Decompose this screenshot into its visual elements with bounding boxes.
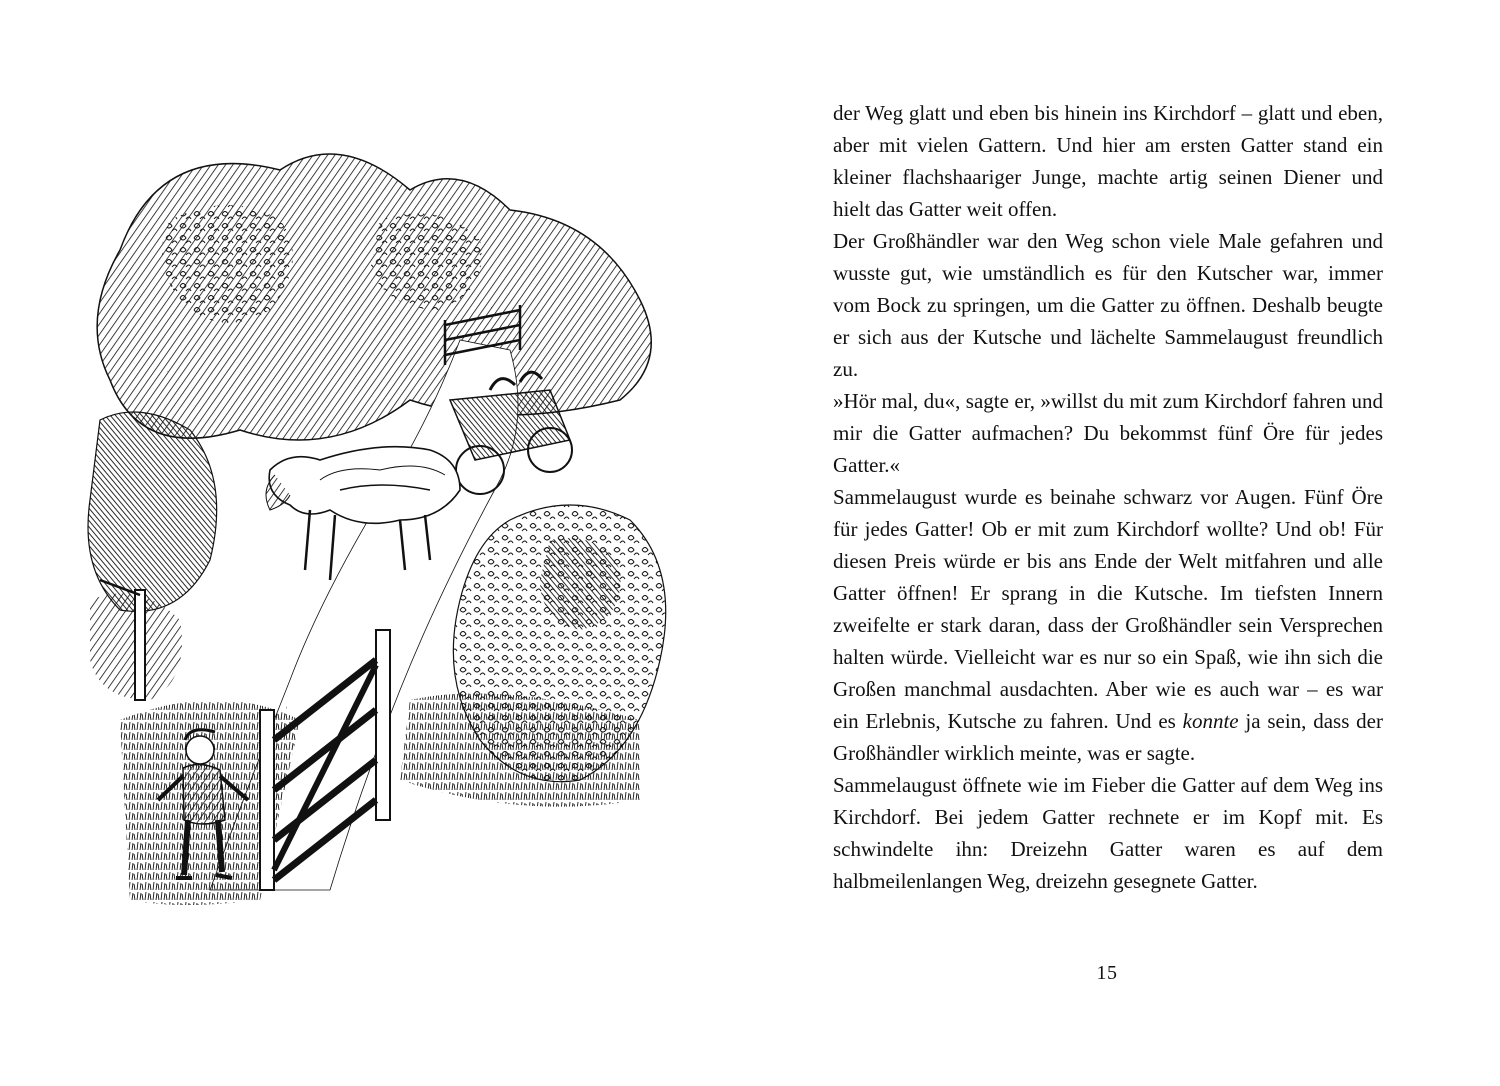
emphasized-word: konnte — [1182, 709, 1239, 733]
text-column — [833, 97, 1383, 897]
paragraph: Der Großhändler war den Weg schon viele Male gefahren und wusste gut, wie umständlich es für den Kutscher war, immer vom Bock zu springen, um die Gatter zu öffnen. Deshalb beugte er sich aus der Kutsche und lächelte Sammelaugust freundlich zu. — [833, 229, 1383, 381]
bushes-left — [88, 412, 217, 700]
boy-at-gate-illustration — [80, 100, 680, 930]
paragraph: »Hör mal, du«, sagte er, »willst du mit zum Kirchdorf fahren und mir die Gatter aufmachen? Du bekommst fünf Öre für jedes Gatter.« — [833, 389, 1383, 477]
paragraph-text: ja sein, dass der Großhändler wirklich meinte, was er sagte. — [833, 709, 1384, 765]
paragraph: Sammelaugust öffnete wie im Fieber die Gatter auf dem Weg ins Kirchdorf. Bei jedem Gatter rechnete er im Kopf mit. Es schwindelte ihn: Dreizehn Gatter waren es auf dem halbmeilenlangen Weg, dreizehn gesegnete Gatter. — [833, 773, 1383, 893]
page-number: 15 — [1096, 962, 1118, 984]
tree-canopy-left — [97, 154, 651, 440]
paragraph-text: Sammelaugust wurde es beinahe schwarz vor Augen. Fünf Öre für jedes Gatter! Ob er mit zum Kirchdorf wollte? Und ob! Für diesen Preis würde er bis ans Ende der Welt mitfahren und alle Gatter öffnen! Er sprang in die Kutsche. Im tiefsten Innern zweifelte er stark daran, dass der Großhändler sein Versprechen halten würde. Vielleicht war es nur so ein Spaß, wie ihn sich die Großen manchmal ausdachten. Aber wie es auch war – es war ein Erlebnis, Kutsche zu fahren. Und es — [833, 485, 1383, 733]
paragraph: der Weg glatt und eben bis hinein ins Kirchdorf – glatt und eben, aber mit vielen Gattern. Und hier am ersten Gatter stand ein kleiner flachshaariger Junge, machte artig seinen Diener und hielt das Gatter weit offen. — [833, 101, 1383, 221]
paragraph — [833, 481, 1383, 769]
